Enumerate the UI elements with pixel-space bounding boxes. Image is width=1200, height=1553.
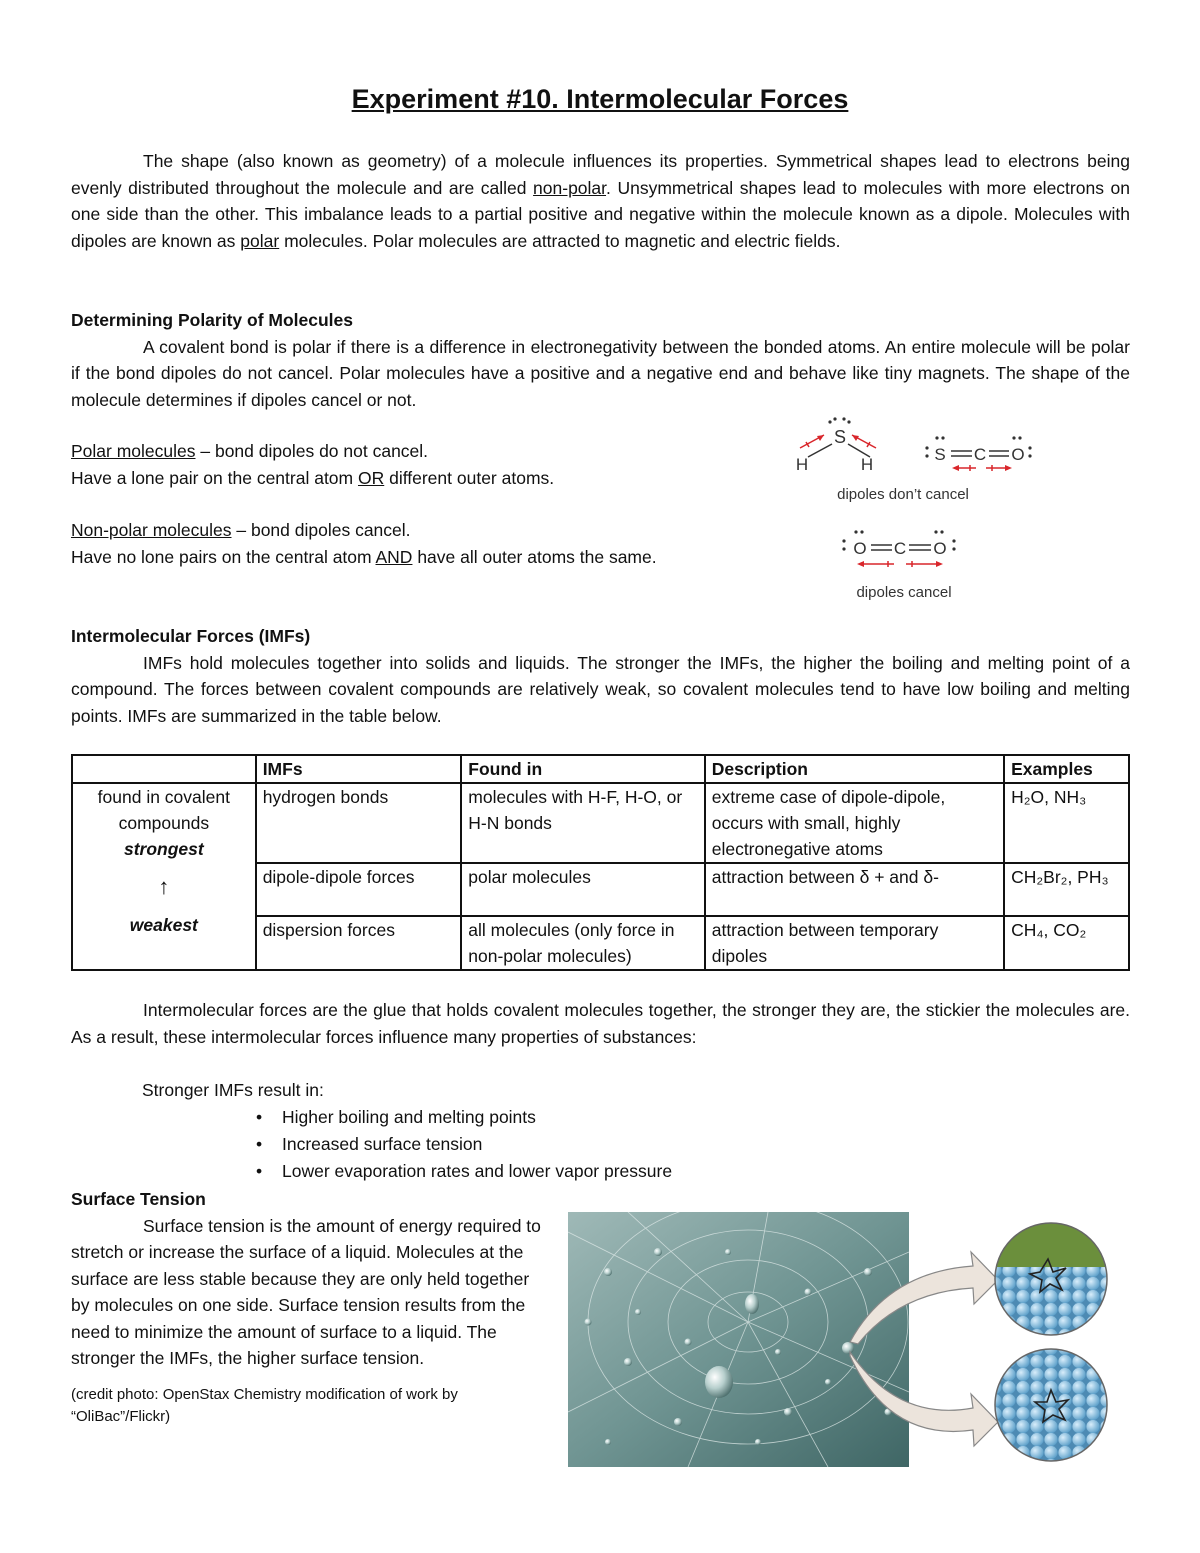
surface-tension-section xyxy=(71,1186,547,1428)
bullet-icon: • xyxy=(256,1134,263,1154)
table-header-row xyxy=(72,755,1129,783)
polar-rule-line2a: Have a lone pair on the central atom xyxy=(71,467,358,488)
polar-rule xyxy=(71,438,771,491)
table-header-cell: Examples xyxy=(1004,755,1129,783)
arrow-up-icon: ↑ xyxy=(158,874,170,899)
bullet-icon: • xyxy=(256,1107,263,1127)
h2s-molecule xyxy=(796,417,876,474)
stronger-list xyxy=(142,1104,672,1185)
glue-paragraph xyxy=(71,997,1130,1050)
scos-atom-1: S xyxy=(934,445,946,464)
term-polar: polar xyxy=(240,230,280,251)
bulk-molecules-circle xyxy=(988,1342,1118,1467)
table-header-cell xyxy=(72,755,256,783)
table-header-cell: Found in xyxy=(461,755,704,783)
imf-heading: Intermolecular Forces (IMFs) xyxy=(71,626,311,646)
table-cell-imf: hydrogen bonds xyxy=(256,783,462,863)
h2s-h-left: H xyxy=(795,455,809,474)
table-row xyxy=(72,783,1129,863)
polar-rule-line2b: different outer atoms. xyxy=(384,467,555,488)
stronger-lead: Stronger IMFs result in: xyxy=(142,1080,324,1100)
scos-atom-2: C xyxy=(973,445,987,464)
list-item xyxy=(142,1104,672,1131)
polar-diagram-caption: dipoles don’t cancel xyxy=(837,486,969,503)
nonpolar-label: Non-polar molecules xyxy=(71,520,232,540)
polarity-diagrams xyxy=(780,412,1060,607)
nonpolar-rule-line2b: have all outer atoms the same. xyxy=(412,546,657,567)
table-cell-found: all molecules (only force in non-polar molecules) xyxy=(461,916,704,970)
polar-or: OR xyxy=(357,467,385,488)
co2-atom-1: O xyxy=(853,539,867,558)
strength-line2: compounds xyxy=(118,813,210,833)
surface-tension-heading: Surface Tension xyxy=(71,1189,206,1209)
table-header-cell: Description xyxy=(705,755,1004,783)
polar-label: Polar molecules xyxy=(71,441,196,461)
polarity-section xyxy=(71,307,1130,413)
table-cell-examples: CH₄, CO₂ xyxy=(1004,916,1129,970)
nonpolar-rule-text: – bond dipoles cancel. xyxy=(231,520,411,540)
co2-atom-3: O xyxy=(933,539,947,558)
photo-credit: (credit photo: OpenStax Chemistry modification of work by “OliBac”/Flickr) xyxy=(71,1385,458,1425)
co2-molecule xyxy=(842,530,955,567)
table-cell-imf: dispersion forces xyxy=(256,916,462,970)
table-cell-examples: CH₂Br₂, PH₃ xyxy=(1004,863,1129,916)
h2s-central-atom: S xyxy=(833,427,847,447)
list-item-text: Higher boiling and melting points xyxy=(282,1107,536,1127)
table-cell-desc: attraction between δ + and δ- xyxy=(705,863,1004,916)
table-cell-imf: dipole-dipole forces xyxy=(256,863,462,916)
polar-rule-text: – bond dipoles do not cancel. xyxy=(195,441,429,461)
strength-line1: found in covalent xyxy=(97,787,230,807)
list-item xyxy=(142,1158,672,1185)
surface-tension-body: Surface tension is the amount of energy required to stretch or increase the surface of a liquid. Molecules at the surface are less stable because they are only held together by molecules on one side. Surface tension results from the need to minimize the amount of surface to a liquid. The stronger the IMFs, the higher surface tension. xyxy=(71,1215,541,1368)
strength-strongest: strongest xyxy=(123,839,204,859)
polarity-body: A covalent bond is polar if there is a difference in electronegativity between the bonded atoms. An entire molecule will be polar if the bond dipoles do not cancel. Polar molecules have a positive and a negative end and behave like tiny magnets. The shape of the molecule determines if dipoles cancel or not. xyxy=(71,336,1130,410)
list-item-text: Lower evaporation rates and lower vapor pressure xyxy=(282,1161,673,1181)
list-item xyxy=(142,1131,672,1158)
page-title: Experiment #10. Intermolecular Forces xyxy=(351,84,849,114)
table-cell-found: polar molecules xyxy=(461,863,704,916)
nonpolar-rule xyxy=(71,517,771,570)
glue-text: Intermolecular forces are the glue that holds covalent molecules together, the stronger they are, the stickier the molecules are. As a result, these intermolecular forces influence many properties of substances: xyxy=(71,1000,1130,1047)
polarity-heading: Determining Polarity of Molecules xyxy=(71,310,353,330)
list-item-text: Increased surface tension xyxy=(282,1134,483,1154)
scos-molecule xyxy=(925,436,1031,471)
table-header-cell: IMFs xyxy=(256,755,462,783)
surface-tension-illustration xyxy=(568,1212,1143,1467)
bullet-icon: • xyxy=(256,1161,263,1181)
nonpolar-rule-line2a: Have no lone pairs on the central atom xyxy=(71,546,376,567)
intro-text-1: The shape (also known as geometry) of a molecule influences its properties. Symmetrical shapes lead to electrons being evenly distributed throughout the molecule and are called xyxy=(71,151,1130,198)
co2-atom-2: C xyxy=(893,539,907,558)
table-cell-found: molecules with H-F, H-O, or H-N bonds xyxy=(461,783,704,863)
imf-table xyxy=(71,754,1130,971)
intro-text-3: molecules. Polar molecules are attracted to magnetic and electric fields. xyxy=(279,230,841,251)
term-nonpolar: non-polar xyxy=(533,177,607,198)
intro-text-2: . Unsymmetrical shapes lead to molecules with more electrons on one side than the other. This imbalance leads to a partial positive and negative within the molecule known as a dipole. Molecules with dipoles are known as xyxy=(71,177,1130,251)
h2s-h-right: H xyxy=(860,455,874,474)
scos-atom-3: O xyxy=(1011,445,1025,464)
strength-scale-cell xyxy=(72,783,256,970)
surface-molecules-circle xyxy=(988,1217,1118,1347)
imf-body: IMFs hold molecules together into solids and liquids. The stronger the IMFs, the higher the boiling and melting point of a compound. The forces between covalent compounds are relatively weak, so covalent molecules tend to have low boiling and melting points. IMFs are summarized in the table below. xyxy=(71,652,1130,726)
strength-weakest: weakest xyxy=(129,915,198,935)
nonpolar-and: AND xyxy=(375,546,413,567)
imf-section xyxy=(71,623,1130,729)
intro-paragraph xyxy=(71,148,1130,254)
table-cell-desc: attraction between temporary dipoles xyxy=(705,916,1004,970)
nonpolar-diagram-caption: dipoles cancel xyxy=(856,584,952,601)
table-cell-desc: extreme case of dipole-dipole, occurs with small, highly electronegative atoms xyxy=(705,783,1004,863)
table-cell-examples: H₂O, NH₃ xyxy=(1004,783,1129,863)
